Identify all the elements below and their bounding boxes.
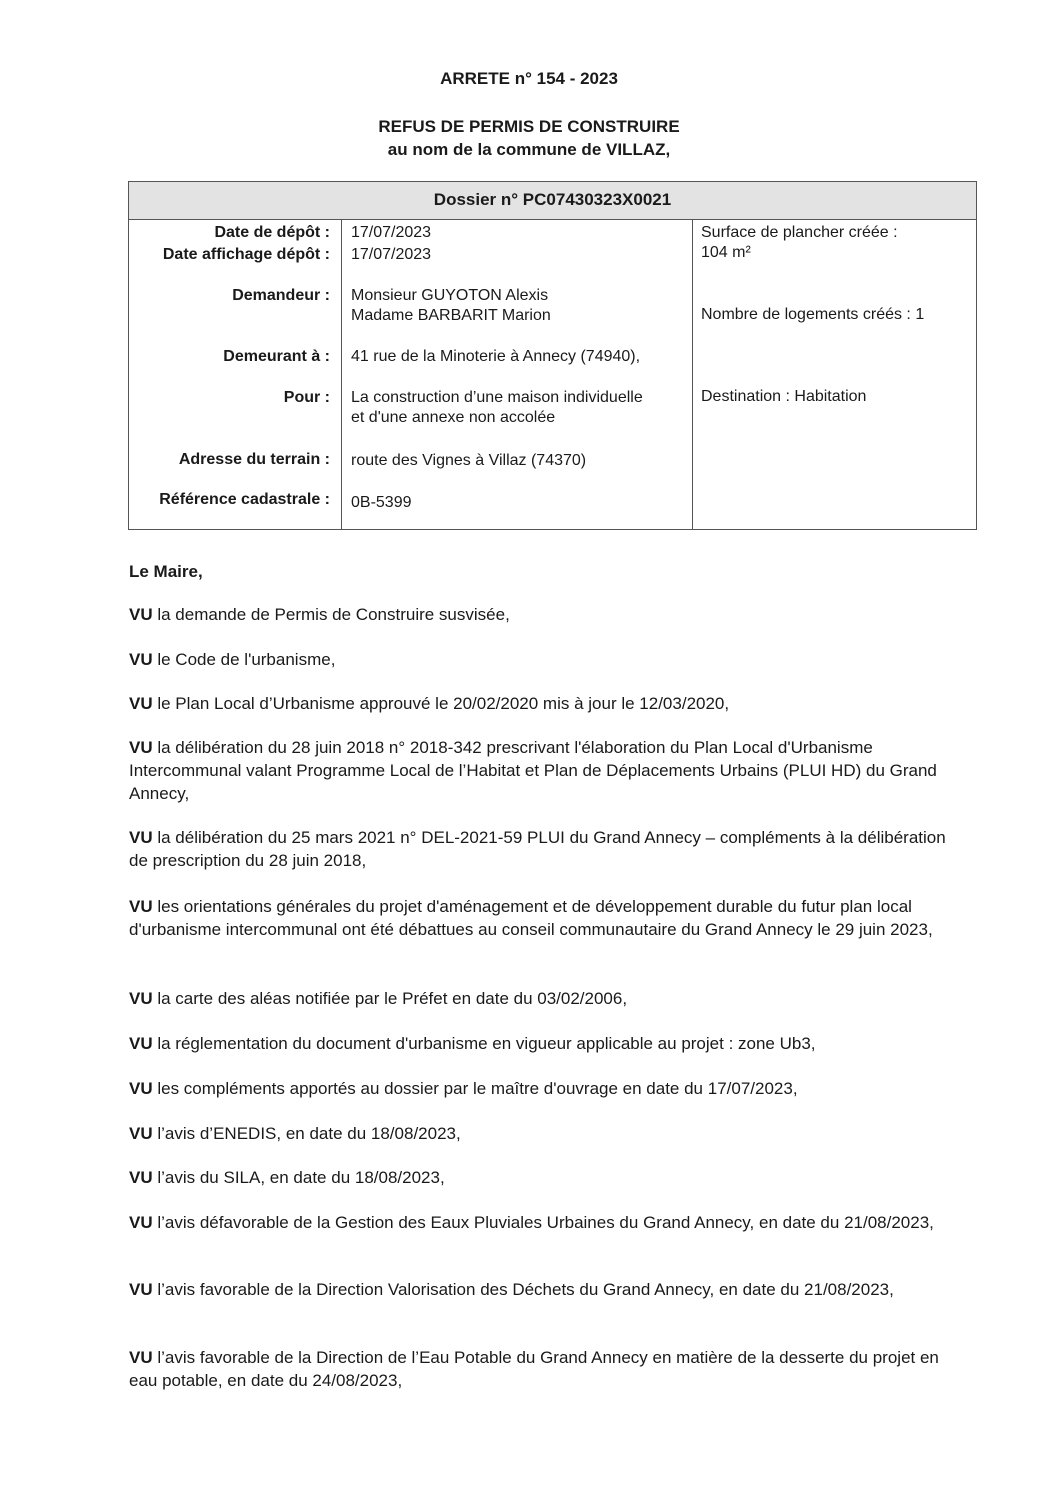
value-reference-cadastrale: 0B-5399	[351, 494, 412, 511]
destination: Destination : Habitation	[701, 388, 867, 405]
value-demandeur-1: Monsieur GUYOTON Alexis	[351, 287, 549, 304]
visa-text: l’avis du SILA, en date du 18/08/2023,	[152, 1168, 445, 1187]
vu-keyword: VU	[129, 897, 153, 916]
visa-text: les compléments apportés au dossier par le maître d'ouvrage en date du 17/07/2023,	[152, 1079, 798, 1098]
visa-text: la délibération du 25 mars 2021 n° DEL-2021-59 PLUI du Grand Annecy – compléments à la délibération de prescription du 28 juin 2018,	[129, 828, 946, 870]
visa-paragraph	[129, 1346, 949, 1392]
vu-keyword: VU	[129, 1348, 153, 1367]
vu-keyword: VU	[129, 828, 153, 847]
vu-keyword: VU	[129, 605, 153, 624]
label-pour: Pour :	[283, 389, 330, 406]
value-adresse-terrain: route des Vignes à Villaz (74370)	[351, 452, 587, 469]
visa-text: l’avis favorable de la Direction de l’Eau Potable du Grand Annecy en matière de la desserte du projet en eau potable, en date du 24/08/2023,	[129, 1348, 939, 1390]
maire-heading: Le Maire,	[129, 562, 203, 581]
visa-paragraph	[129, 736, 949, 805]
visa-paragraph	[129, 603, 949, 626]
label-date-affichage: Date affichage dépôt :	[162, 246, 330, 263]
label-demandeur: Demandeur :	[232, 287, 330, 304]
visa-paragraph	[129, 1032, 949, 1055]
visa-paragraph	[129, 895, 949, 941]
visa-paragraph	[129, 1166, 949, 1189]
vu-keyword: VU	[129, 650, 153, 669]
visa-paragraph	[129, 648, 949, 671]
surface-value: 104 m²	[701, 244, 751, 261]
value-demandeur-2: Madame BARBARIT Marion	[351, 307, 551, 324]
visa-text: la réglementation du document d'urbanisme en vigueur applicable au projet : zone Ub3,	[152, 1034, 816, 1053]
dossier-table	[128, 181, 977, 530]
surface-label: Surface de plancher créée :	[701, 224, 898, 241]
value-date-affichage: 17/07/2023	[351, 246, 432, 263]
visa-text: l’avis d’ENEDIS, en date du 18/08/2023,	[152, 1124, 461, 1143]
label-date-depot: Date de dépôt :	[214, 224, 330, 241]
arrete-number: ARRETE n° 154 - 2023	[440, 69, 618, 88]
vu-keyword: VU	[129, 1213, 153, 1232]
vu-keyword: VU	[129, 1280, 153, 1299]
visa-paragraph	[129, 1278, 949, 1301]
logements-count: Nombre de logements créés : 1	[701, 306, 925, 323]
vu-keyword: VU	[129, 1168, 153, 1187]
value-pour-2: et d'une annexe non accolée	[351, 409, 556, 426]
visa-paragraph	[129, 1211, 949, 1234]
value-date-depot: 17/07/2023	[351, 224, 432, 241]
vu-keyword: VU	[129, 694, 153, 713]
vu-keyword: VU	[129, 738, 153, 757]
dossier-title: Dossier n° PC07430323X0021	[129, 182, 976, 220]
vu-keyword: VU	[129, 989, 153, 1008]
visa-text: la demande de Permis de Construire susvisée,	[152, 605, 510, 624]
vu-keyword: VU	[129, 1079, 153, 1098]
vu-keyword: VU	[129, 1124, 153, 1143]
visa-text: l’avis favorable de la Direction Valorisation des Déchets du Grand Annecy, en date du 21/08/2023,	[152, 1280, 894, 1299]
column-divider	[692, 220, 693, 529]
label-demeurant: Demeurant à :	[223, 348, 330, 365]
value-pour-1: La construction d’une maison individuelle	[351, 389, 643, 406]
vu-keyword: VU	[129, 1034, 153, 1053]
visa-paragraph	[129, 826, 949, 872]
visa-text: l’avis défavorable de la Gestion des Eaux Pluviales Urbaines du Grand Annecy, en date du 21/08/2023,	[152, 1213, 934, 1232]
visa-text: la délibération du 28 juin 2018 n° 2018-342 prescrivant l'élaboration du Plan Local d'Urbanisme Intercommunal valant Programme Local de l’Habitat et Plan de Déplacements Urbains (PLUI HD) du Grand Annecy,	[129, 738, 937, 803]
label-reference-cadastrale: Référence cadastrale :	[159, 491, 330, 508]
value-demeurant: 41 rue de la Minoterie à Annecy (74940),	[351, 348, 641, 365]
visa-text: les orientations générales du projet d'aménagement et de développement durable du futur plan local d'urbanisme intercommunal ont été débattues au conseil communautaire du Grand Annecy le 29 juin 2023,	[129, 897, 933, 939]
visa-text: le Plan Local d’Urbanisme approuvé le 20/02/2020 mis à jour le 12/03/2020,	[152, 694, 730, 713]
commune-subtitle: au nom de la commune de VILLAZ,	[387, 140, 671, 159]
label-adresse-terrain: Adresse du terrain :	[178, 451, 330, 468]
column-divider	[341, 220, 342, 529]
visa-paragraph	[129, 1122, 949, 1145]
decision-title: REFUS DE PERMIS DE CONSTRUIRE	[378, 117, 680, 136]
visa-paragraph	[129, 692, 949, 715]
visa-paragraph	[129, 1077, 949, 1100]
visa-text: la carte des aléas notifiée par le Préfet en date du 03/02/2006,	[152, 989, 628, 1008]
visa-paragraph	[129, 987, 949, 1010]
visa-text: le Code de l'urbanisme,	[152, 650, 336, 669]
